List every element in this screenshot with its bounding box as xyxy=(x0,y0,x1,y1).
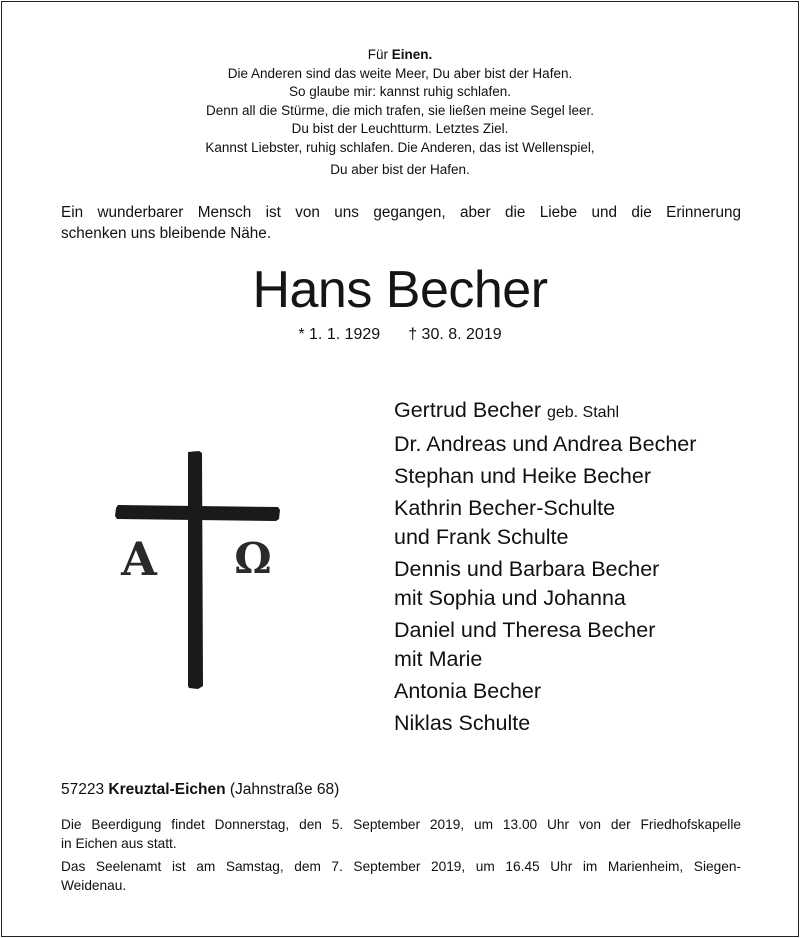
birth-date: * 1. 1. 1929 xyxy=(298,326,381,343)
deceased-name: Hans Becher xyxy=(252,261,548,319)
mourner-line: Niklas Schulte xyxy=(394,711,531,735)
mourner-line: Kathrin Becher-Schulte xyxy=(394,496,616,520)
life-dates xyxy=(0,324,800,346)
funeral-notice xyxy=(61,816,741,853)
mourner-line: Dr. Andreas und Andrea Becher xyxy=(394,432,697,456)
mourner-line: Stephan und Heike Becher xyxy=(394,464,651,488)
notice-line: in Eichen aus statt. xyxy=(61,835,177,851)
notice-line: Das Seelenamt ist am Samstag, dem 7. September 2019, um 16.45 Uhr im Marienheim, Siegen- xyxy=(61,859,741,874)
list-item xyxy=(394,555,774,613)
list-item xyxy=(394,396,774,427)
death-date: † 30. 8. 2019 xyxy=(408,326,502,343)
list-item xyxy=(394,494,774,552)
postcode: 57223 xyxy=(61,781,105,798)
list-item xyxy=(394,677,774,706)
mourner-line: mit Sophia und Johanna xyxy=(394,586,626,610)
mourner-name: Gertrud Becher xyxy=(394,398,541,422)
mourner-line: Dennis und Barbara Becher xyxy=(394,557,660,581)
intro-line: Ein wunderbarer Mensch ist von uns gegangen, aber die Liebe und die Erinnerung xyxy=(61,204,741,221)
poem-line: Du aber bist der Hafen. xyxy=(330,161,470,177)
poem-line: So glaube mir: kannst ruhig schlafen. xyxy=(288,84,512,100)
address xyxy=(61,779,741,800)
mourner-line: und Frank Schulte xyxy=(394,525,569,549)
list-item xyxy=(394,430,774,459)
poem-line: Du bist der Leuchtturm. Letztes Ziel. xyxy=(291,121,509,137)
poem xyxy=(0,46,800,179)
poem-line: Kannst Liebster, ruhig schlafen. Die Anderen, das ist Wellenspiel, xyxy=(205,139,595,155)
alpha-letter: A xyxy=(121,532,157,586)
city: Kreuztal-Eichen xyxy=(108,781,226,798)
mourner-line xyxy=(394,396,774,427)
list-item xyxy=(394,462,774,491)
mourner-line: mit Marie xyxy=(394,647,483,671)
list-item xyxy=(394,616,774,674)
notice-line: Weidenau. xyxy=(61,877,127,893)
notice-line: Die Beerdigung findet Donnerstag, den 5. September 2019, um 13.00 Uhr von der Friedhofskapelle xyxy=(61,817,741,832)
cross-vertical-beam xyxy=(188,451,203,689)
mourners-list xyxy=(394,396,774,741)
poem-title-strong: Einen. xyxy=(391,47,433,62)
list-item xyxy=(394,709,774,738)
poem-title xyxy=(0,46,800,65)
poem-title-prefix: Für xyxy=(367,47,388,62)
omega-letter: Ω xyxy=(234,534,272,583)
poem-line: Die Anderen sind das weite Meer, Du aber bist der Hafen. xyxy=(227,65,573,81)
street: (Jahnstraße 68) xyxy=(229,781,340,798)
maiden-name-note: geb. Stahl xyxy=(546,404,620,421)
poem-line: Denn all die Stürme, die mich trafen, sie ließen meine Segel leer. xyxy=(206,102,594,118)
cross-alpha-omega-icon xyxy=(106,450,292,690)
mourner-line: Antonia Becher xyxy=(394,679,542,703)
intro-line: schenken uns bleibende Nähe. xyxy=(61,225,272,242)
mourner-line: Daniel und Theresa Becher xyxy=(394,618,656,642)
cross-horizontal-beam xyxy=(115,505,280,521)
requiem-notice xyxy=(61,858,741,895)
intro-text xyxy=(61,202,741,244)
